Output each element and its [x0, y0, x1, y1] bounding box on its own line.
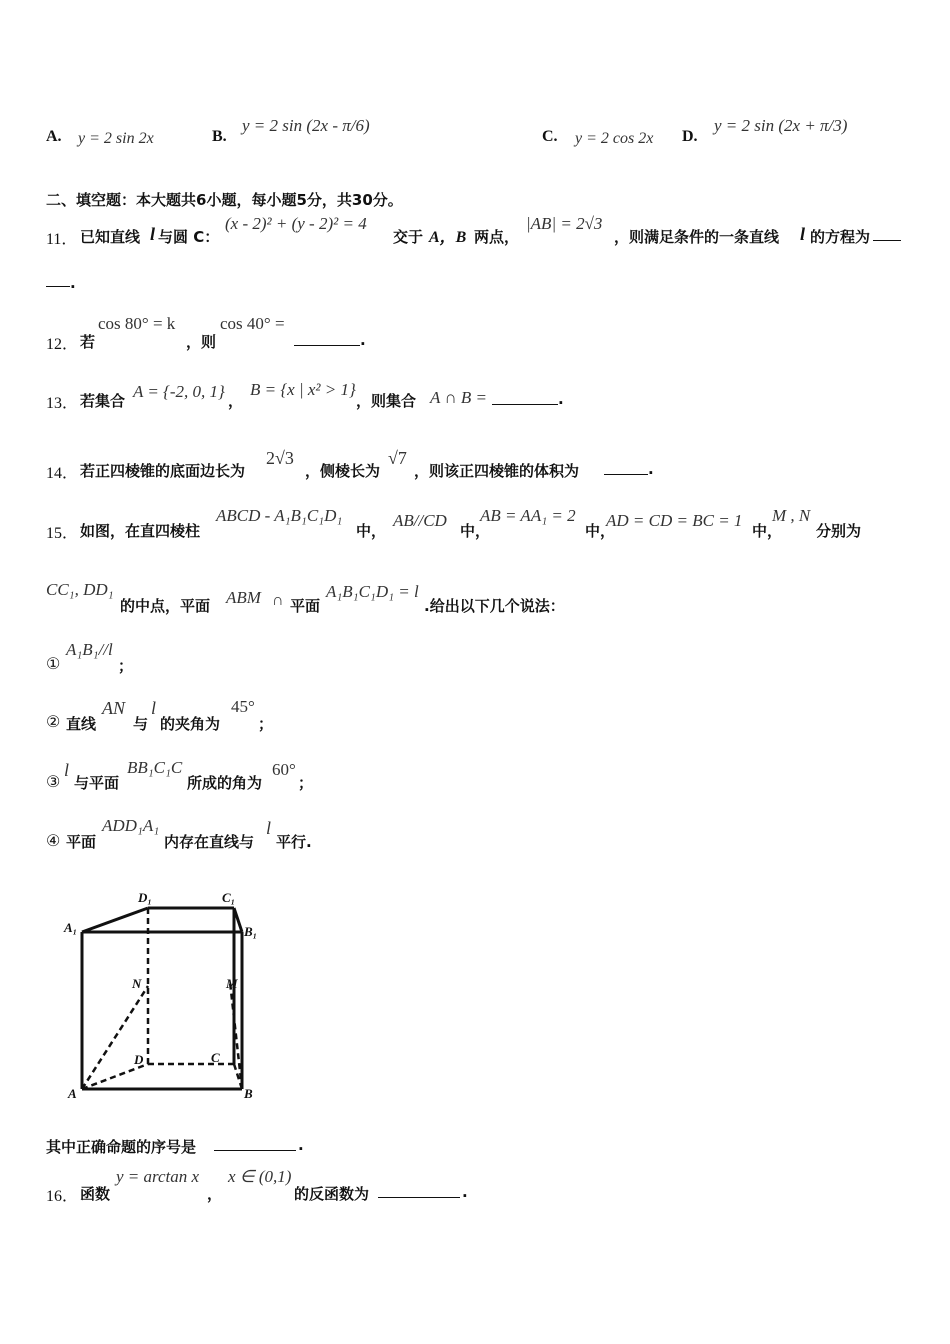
- q15-answer-end: .: [298, 1136, 304, 1154]
- statement-3-end: ；: [298, 774, 314, 792]
- label-a: A: [68, 1086, 77, 1101]
- q15-answer-prompt: 其中正确命题的序号是: [46, 1138, 197, 1156]
- q13-sep: ，: [228, 392, 244, 410]
- q11-text-6: 的方程为: [810, 228, 871, 246]
- q12-number: 12．: [46, 336, 79, 353]
- statement-2-an: AN: [102, 698, 126, 718]
- q14-base-edge: 2√3: [266, 448, 294, 468]
- statement-3-text-1: 与平面: [74, 774, 120, 792]
- q15-text-6: .给出以下几个说法：: [424, 597, 565, 615]
- q15-number: 15．: [46, 525, 79, 542]
- label-c: C: [211, 1050, 220, 1065]
- q16-number: 16．: [46, 1188, 79, 1205]
- q13-ask: A ∩ B =: [430, 388, 487, 407]
- q15-text-4: 的中点，平面: [120, 597, 211, 615]
- q13-end: .: [558, 390, 564, 408]
- q11-answer-blank[interactable]: [873, 226, 901, 245]
- option-c-label: C.: [542, 128, 558, 145]
- q15-text-3: 分别为: [816, 522, 862, 540]
- q15-answer-blank[interactable]: [214, 1136, 296, 1155]
- label-n: N: [132, 976, 142, 991]
- edge-a-d: [82, 1064, 148, 1089]
- q16-text-2: 的反函数为: [294, 1185, 370, 1203]
- q11-circle-eq: (x - 2)² + (y - 2)² = 4: [225, 214, 367, 233]
- q12-given: cos 80° = k: [98, 314, 176, 333]
- section-title: 二、填空题：本大题共6小题，每小题5分，共30分。: [46, 191, 403, 209]
- q16-domain: x ∈ (0,1): [228, 1167, 292, 1186]
- q11-end: .: [70, 274, 76, 292]
- q15-sep-1: 中，: [460, 522, 491, 540]
- q11-points: A，B: [429, 229, 467, 246]
- q15-text-2: 中，: [356, 522, 387, 540]
- q13-text-2: ，则集合: [356, 392, 417, 410]
- statement-4-text-2: 内存在直线与: [164, 833, 255, 851]
- q11-ab-length: |AB| = 2√3: [526, 214, 603, 233]
- q12-text-2: ，则: [186, 333, 217, 351]
- q16-end: .: [462, 1183, 468, 1201]
- statement-3-text-2: 所成的角为: [187, 774, 263, 792]
- edge-a1-d1: [82, 908, 148, 932]
- prism-figure: [60, 882, 270, 1104]
- q11-line-l-2: l: [800, 224, 806, 244]
- q14-text-2: ，侧棱长为: [305, 462, 381, 480]
- option-b-label: B.: [212, 128, 227, 145]
- statement-3-l: l: [64, 760, 70, 780]
- statement-4-plane: ADD₁A₁: [102, 816, 160, 835]
- statement-2-text-3: 的夹角为: [160, 715, 221, 733]
- statement-2-end: ；: [258, 715, 274, 733]
- q15-plane-abm: ABM: [226, 588, 261, 607]
- label-b: B: [244, 1086, 253, 1101]
- q11-text-4: 两点，: [474, 228, 520, 246]
- q13-set-b: B = {x | x² > 1}: [250, 380, 356, 399]
- q15-sep-2: 中，: [585, 522, 616, 540]
- q11-line-l: l: [150, 224, 156, 244]
- q12-end: .: [360, 331, 366, 349]
- q11-text-1: 已知直线: [80, 228, 141, 246]
- statement-4-text-1: 平面: [66, 833, 97, 851]
- q16-function: y = arctan x: [116, 1167, 200, 1186]
- q11-text-2: 与圆 C：: [158, 228, 220, 246]
- q11-text-5: ，则满足条件的一条直线: [614, 228, 780, 246]
- option-b-expr: y = 2 sin (2x - π/6): [242, 116, 370, 135]
- option-a-label: A.: [46, 128, 62, 145]
- q14-answer-blank[interactable]: [604, 460, 648, 479]
- q15-points-mn: M , N: [772, 506, 811, 525]
- label-d: D: [134, 1052, 144, 1067]
- statement-1-expr: A₁B₁//l: [66, 640, 113, 659]
- q15-cond-lengths-2: AD = CD = BC = 1: [606, 511, 743, 530]
- label-d1: D₁: [138, 890, 152, 905]
- q12-text-1: 若: [80, 333, 96, 351]
- q14-end: .: [648, 460, 654, 478]
- q11-answer-blank-cont[interactable]: [46, 272, 70, 291]
- statement-2-l: l: [151, 698, 157, 718]
- q15-text-1: 如图，在直四棱柱: [80, 522, 201, 540]
- statement-4-l: l: [266, 818, 272, 838]
- q13-text-1: 若集合: [80, 392, 126, 410]
- segment-a-n: [82, 986, 148, 1089]
- q12-ask: cos 40° =: [220, 314, 285, 333]
- q15-intersect: ∩: [272, 592, 284, 609]
- option-c-expr: y = 2 cos 2x: [575, 130, 654, 147]
- statement-4-text-3: 平行.: [276, 833, 312, 851]
- q11-number: 11．: [46, 231, 78, 248]
- label-c1: C₁: [222, 890, 236, 905]
- statement-3-plane: BB₁C₁C: [127, 758, 183, 777]
- q15-plane-top: A₁B₁C₁D₁ = l: [326, 582, 419, 601]
- label-b1: B₁: [244, 924, 258, 939]
- q15-prism: ABCD - A₁B₁C₁D₁: [216, 506, 343, 525]
- label-a1: A₁: [64, 920, 78, 935]
- option-d-label: D.: [682, 128, 698, 145]
- q16-sep: ，: [207, 1185, 223, 1203]
- statement-2-text-2: 与: [133, 715, 149, 733]
- statement-2-text-1: 直线: [66, 715, 97, 733]
- q14-number: 14．: [46, 465, 79, 482]
- q11-text-3: 交于: [393, 228, 424, 246]
- q13-set-a: A = {-2, 0, 1}: [133, 382, 225, 401]
- q15-sep-3: 中，: [752, 522, 783, 540]
- statement-1-mark: ①: [46, 656, 61, 673]
- statement-2-angle: 45°: [231, 697, 255, 716]
- q15-cond-lengths-1: AB = AA₁ = 2: [480, 506, 576, 525]
- statement-4-mark: ④: [46, 833, 61, 850]
- statement-2-mark: ②: [46, 714, 61, 731]
- q13-answer-blank[interactable]: [492, 390, 558, 409]
- q15-text-5: 平面: [290, 597, 321, 615]
- statement-3-mark: ③: [46, 774, 61, 791]
- q15-cond-parallel: AB//CD: [393, 511, 447, 530]
- statement-1-end: ；: [118, 657, 134, 675]
- q12-answer-blank[interactable]: [294, 331, 360, 350]
- q16-answer-blank[interactable]: [378, 1183, 460, 1202]
- q16-text-1: 函数: [80, 1185, 111, 1203]
- statement-3-angle: 60°: [272, 760, 296, 779]
- option-a-expr: y = 2 sin 2x: [78, 130, 154, 147]
- q14-lateral-edge: √7: [388, 448, 407, 468]
- q13-number: 13．: [46, 395, 79, 412]
- q14-text-3: ，则该正四棱锥的体积为: [414, 462, 580, 480]
- segment-b-m: [230, 982, 242, 1089]
- option-d-expr: y = 2 sin (2x + π/3): [714, 116, 848, 135]
- q15-midpoints: CC₁, DD₁: [46, 580, 114, 599]
- label-m: M: [226, 976, 238, 991]
- q14-text-1: 若正四棱锥的底面边长为: [80, 462, 246, 480]
